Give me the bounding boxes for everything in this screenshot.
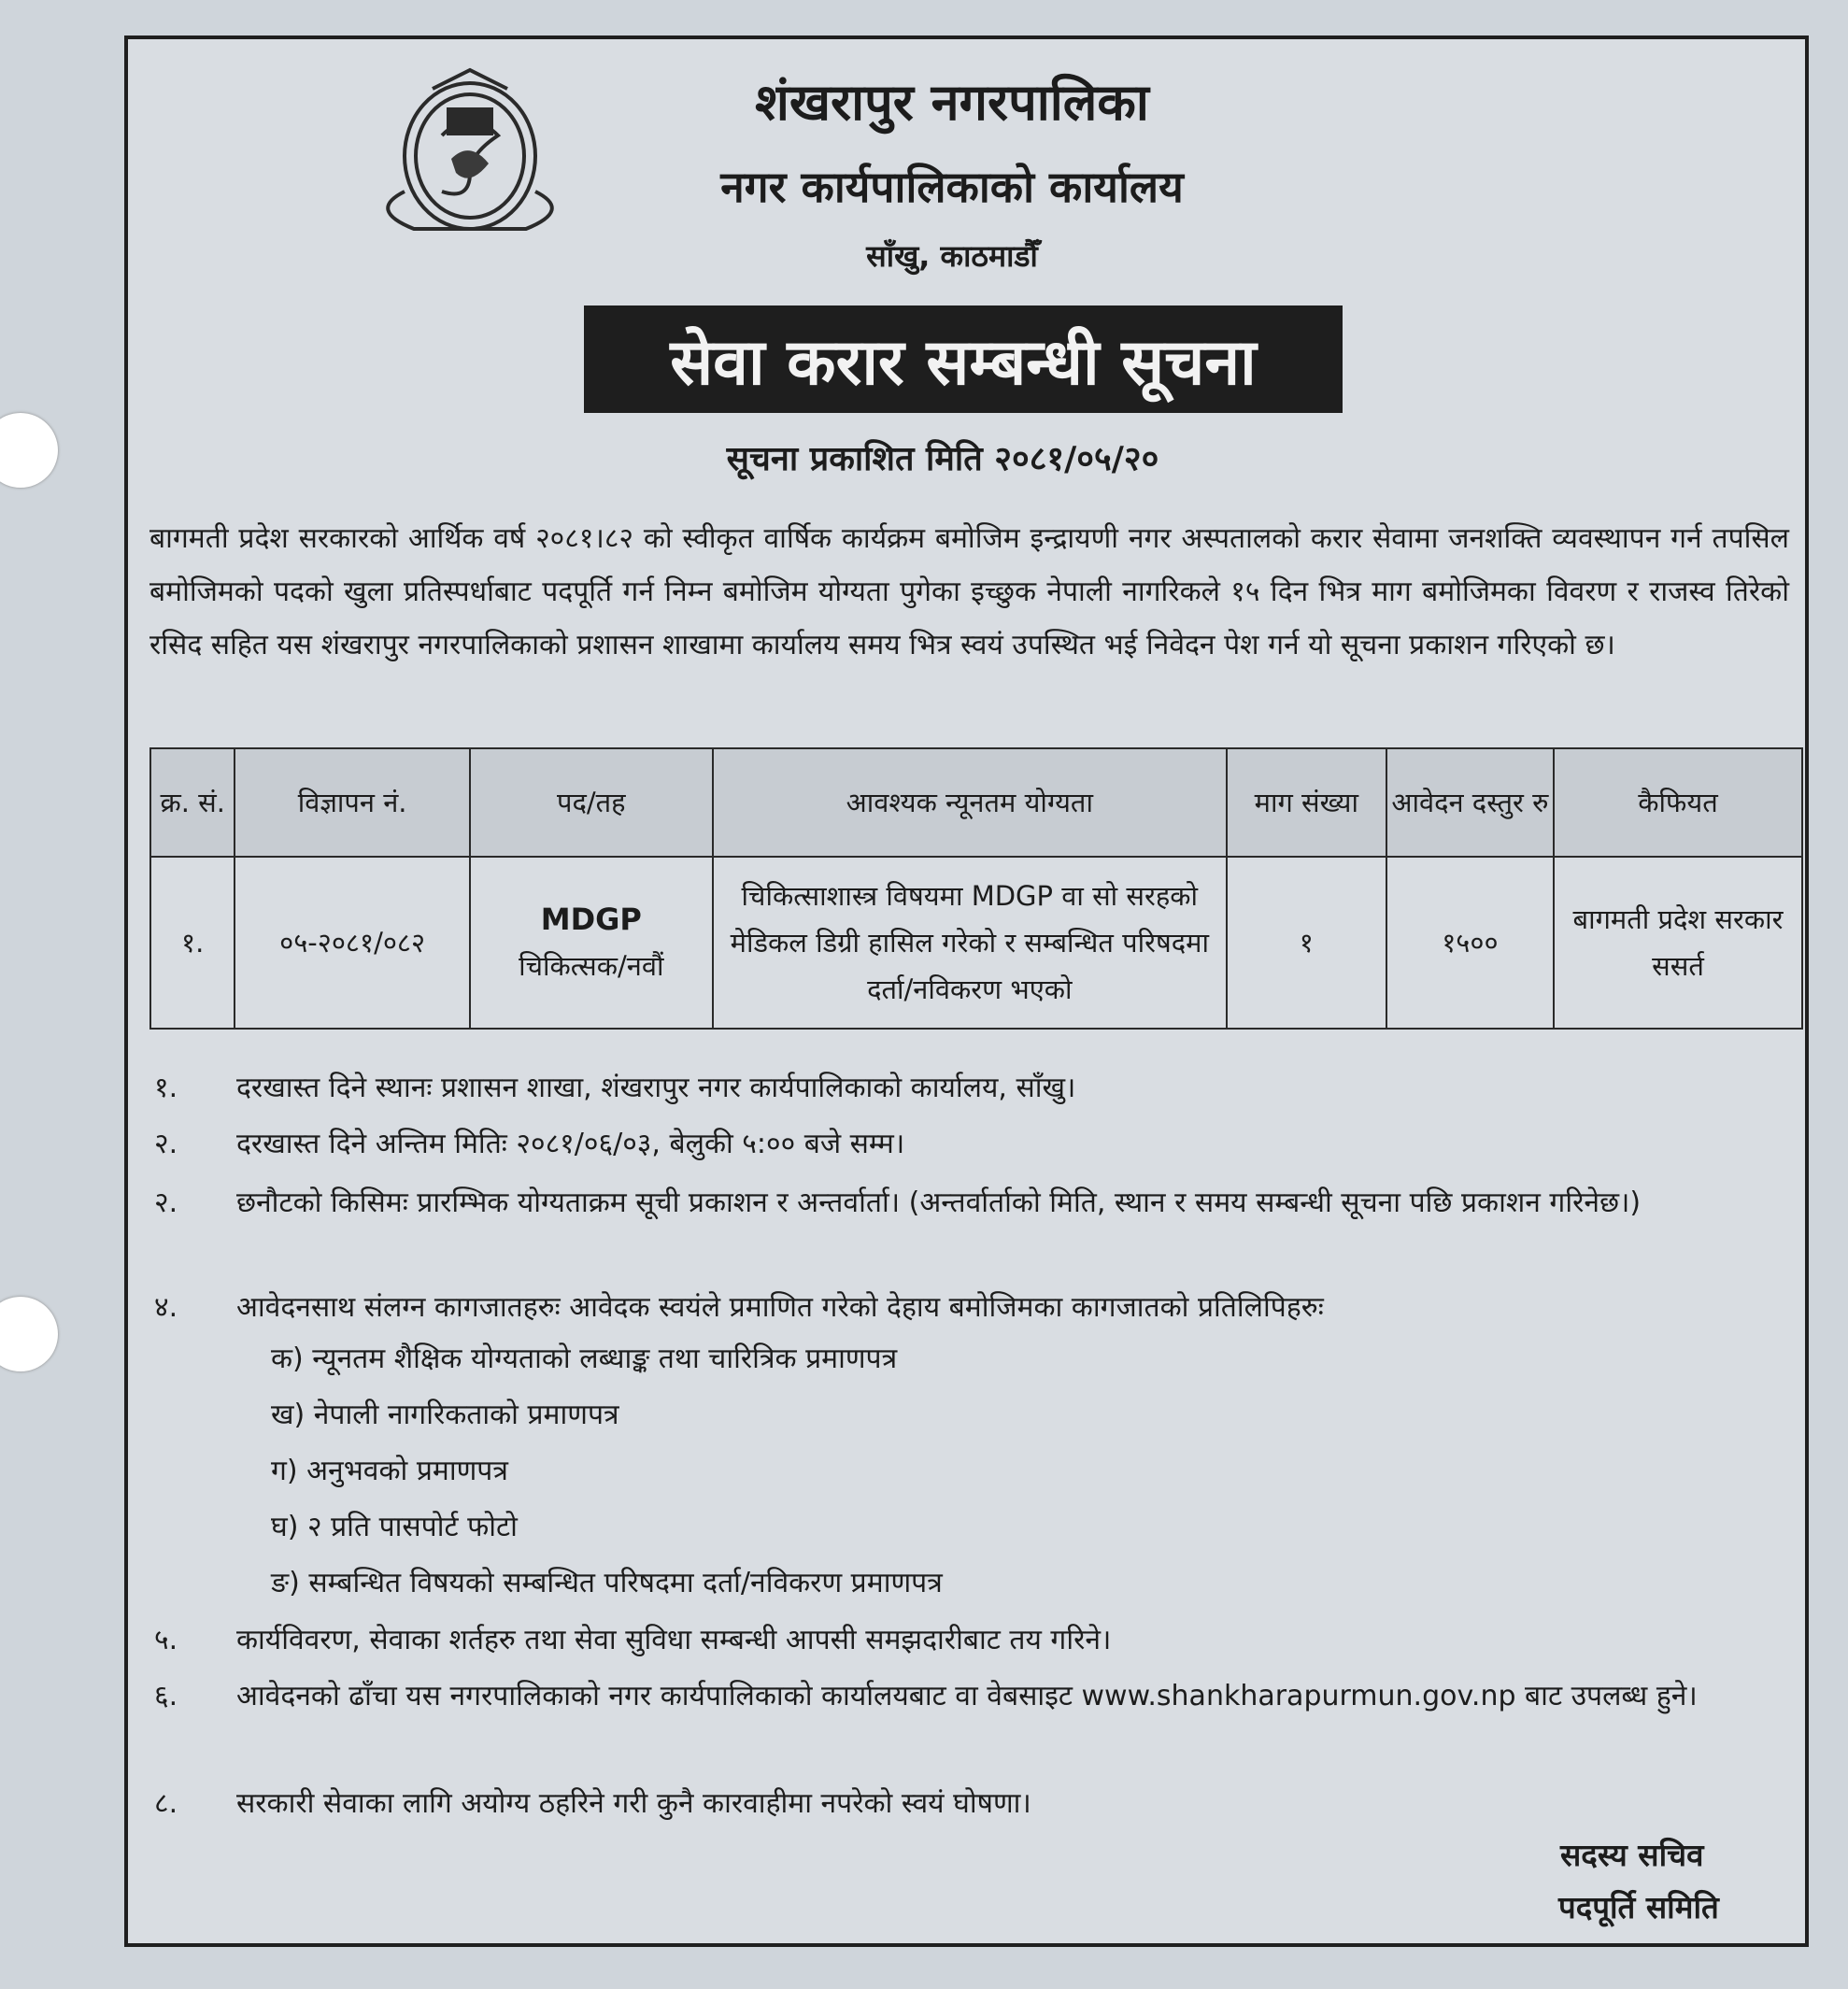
vacancy-table bbox=[149, 747, 1803, 1030]
item-number: ४. bbox=[154, 1291, 178, 1324]
published-date: सूचना प्रकाशित मिति २०८१/०५/२० bbox=[726, 440, 1159, 478]
cell-ad-no: ०५-२०८१/०८२ bbox=[235, 857, 469, 1029]
item-number: २. bbox=[154, 1186, 178, 1219]
table-row bbox=[150, 857, 1802, 1029]
item-number: १. bbox=[154, 1072, 178, 1104]
item-text: कार्यविवरण, सेवाका शर्तहरु तथा सेवा सुविधा सम्बन्धी आपसी समझदारीबाट तय गरिने। bbox=[236, 1624, 1112, 1656]
col-header-fee: आवेदन दस्तुर रु bbox=[1386, 748, 1554, 857]
document-item: ङ) सम्बन्धित विषयको सम्बन्धित परिषदमा दर्ता/नविकरण प्रमाणपत्र bbox=[271, 1567, 943, 1599]
punch-hole-bottom bbox=[0, 1297, 58, 1371]
cell-count: १ bbox=[1227, 857, 1386, 1029]
item-text: छनौटको किसिमः प्रारम्भिक योग्यताक्रम सूची प्रकाशन र अन्तर्वार्ता। (अन्तर्वार्ताको मिति, स्थान र समय सम्बन्धी सूचना पछि प्रकाशन गरिनेछ।) bbox=[236, 1186, 1642, 1219]
col-header-post: पद/तह bbox=[470, 748, 713, 857]
cell-remarks: बागमती प्रदेश सरकार ससर्त bbox=[1554, 857, 1802, 1029]
item-number: ८. bbox=[154, 1787, 178, 1820]
item-number: २. bbox=[154, 1128, 178, 1160]
col-header-remarks: कैफियत bbox=[1554, 748, 1802, 857]
document-item: ग) अनुभवको प्रमाणपत्र bbox=[271, 1455, 508, 1487]
signature-committee: पदपूर्ति समिति bbox=[1558, 1889, 1719, 1925]
document-item: ख) नेपाली नागरिकताको प्रमाणपत्र bbox=[271, 1399, 619, 1431]
post-level: चिकित्सक/नवौं bbox=[519, 950, 664, 982]
col-header-sn: क्र. सं. bbox=[150, 748, 235, 857]
intro-paragraph: बागमती प्रदेश सरकारको आर्थिक वर्ष २०८१।८२ को स्वीकृत वार्षिक कार्यक्रम बमोजिम इन्द्रायणी नगर अस्पतालको करार सेवामा जनशक्ति व्यवस्थापन गर्न तपसिल बमोजिमको पदको खुला प्रतिस्पर्धाबाट पदपूर्ति गर्न निम्न बमोजिम योग्यता पुगेका इच्छुक नेपाली नागरिकले १५ दिन भित्र माग बमोजिमका विवरण र राजस्व तिरेको रसिद सहित यस शंखरापुर नगरपालिकाको प्रशासन शाखामा कार्यालय समय भित्र स्वयं उपस्थित भई निवेदन पेश गर्न यो सूचना प्रकाशन गरिएको छ। bbox=[149, 522, 1789, 661]
item-text: आवेदनसाथ संलग्न कागजातहरुः आवेदक स्वयंले प्रमाणित गरेको देहाय बमोजिमका कागजातको प्रतिलिपिहरुः bbox=[236, 1291, 1324, 1324]
document-item: घ) २ प्रति पासपोर्ट फोटो bbox=[271, 1511, 518, 1543]
document-item: क) न्यूनतम शैक्षिक योग्यताको लब्धाङ्क तथा चारित्रिक प्रमाणपत्र bbox=[271, 1343, 898, 1375]
item-text: दरखास्त दिने अन्तिम मितिः २०८१/०६/०३, बेलुकी ५:०० बजे सम्म। bbox=[236, 1128, 905, 1160]
item-number: ६. bbox=[154, 1680, 178, 1712]
item-number: ५. bbox=[154, 1624, 178, 1656]
post-name: MDGP bbox=[540, 902, 642, 937]
col-header-qualification: आवश्यक न्यूनतम योग्यता bbox=[713, 748, 1227, 857]
table-header-row bbox=[150, 748, 1802, 857]
notice-title: सेवा करार सम्बन्धी सूचना bbox=[670, 326, 1257, 400]
office-name: नगर कार्यपालिकाको कार्यालय bbox=[720, 162, 1184, 212]
item-text: दरखास्त दिने स्थानः प्रशासन शाखा, शंखरापुर नगर कार्यपालिकाको कार्यालय, साँखु। bbox=[236, 1072, 1076, 1104]
notice-title-banner bbox=[584, 305, 1343, 413]
item-text: आवेदनको ढाँचा यस नगरपालिकाको नगर कार्यपालिकाको कार्यालयबाट वा वेबसाइट www.shankharapurmun.gov.np बाट उपलब्ध हुने। bbox=[236, 1680, 1698, 1712]
office-address: साँखु, काठमाडौँ bbox=[866, 238, 1038, 274]
cell-post bbox=[470, 857, 713, 1029]
cell-qualification: चिकित्साशास्त्र विषयमा MDGP वा सो सरहको मेडिकल डिग्री हासिल गरेको र सम्बन्धित परिषदमा दर्ता/नविकरण भएको bbox=[713, 857, 1227, 1029]
org-name: शंखरापुर नगरपालिका bbox=[755, 73, 1149, 132]
signature-title: सदस्य सचिव bbox=[1560, 1837, 1704, 1873]
cell-fee: १५०० bbox=[1386, 857, 1554, 1029]
cell-sn: १. bbox=[150, 857, 235, 1029]
col-header-ad-no: विज्ञापन नं. bbox=[235, 748, 469, 857]
col-header-count: माग संख्या bbox=[1227, 748, 1386, 857]
item-text: सरकारी सेवाका लागि अयोग्य ठहरिने गरी कुनै कारवाहीमा नपरेको स्वयं घोषणा। bbox=[236, 1787, 1031, 1820]
